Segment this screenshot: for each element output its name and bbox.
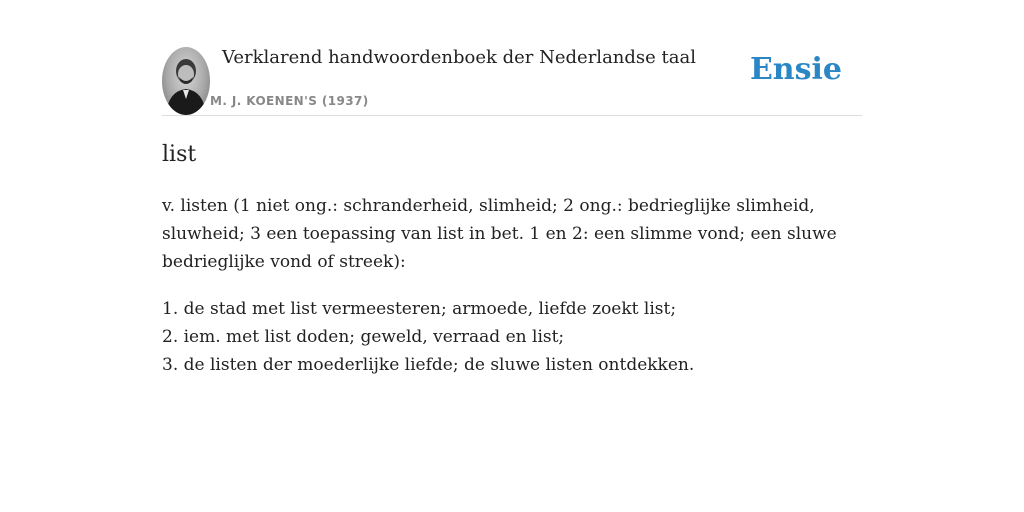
ensie-logo[interactable]: Ensie: [749, 52, 842, 87]
usage-example: 3. de listen der moederlijke liefde; de sluwe listen ontdekken.: [162, 355, 695, 375]
definition-text: v. listen (1 niet ong.: schranderheid, slimheid; 2 ong.: bedrieglijke slimheid, sluwheid; 3 een toepassing van list in bet. 1 en 2: een slimme vond; een sluwe bedrieglijke vond of streek):: [162, 196, 837, 272]
dictionary-title[interactable]: Verklarend handwoordenboek der Nederlandse taal: [222, 47, 696, 68]
headword: list: [162, 142, 197, 167]
usage-example: 1. de stad met list vermeesteren; armoede, liefde zoekt list;: [162, 299, 677, 319]
usage-example: 2. iem. met list doden; geweld, verraad en list;: [162, 327, 565, 347]
author-portrait-icon: [162, 47, 210, 115]
dictionary-header: [162, 46, 862, 116]
usage-examples: [162, 295, 852, 379]
dictionary-subtitle: M. J. KOENEN'S (1937): [210, 94, 369, 108]
